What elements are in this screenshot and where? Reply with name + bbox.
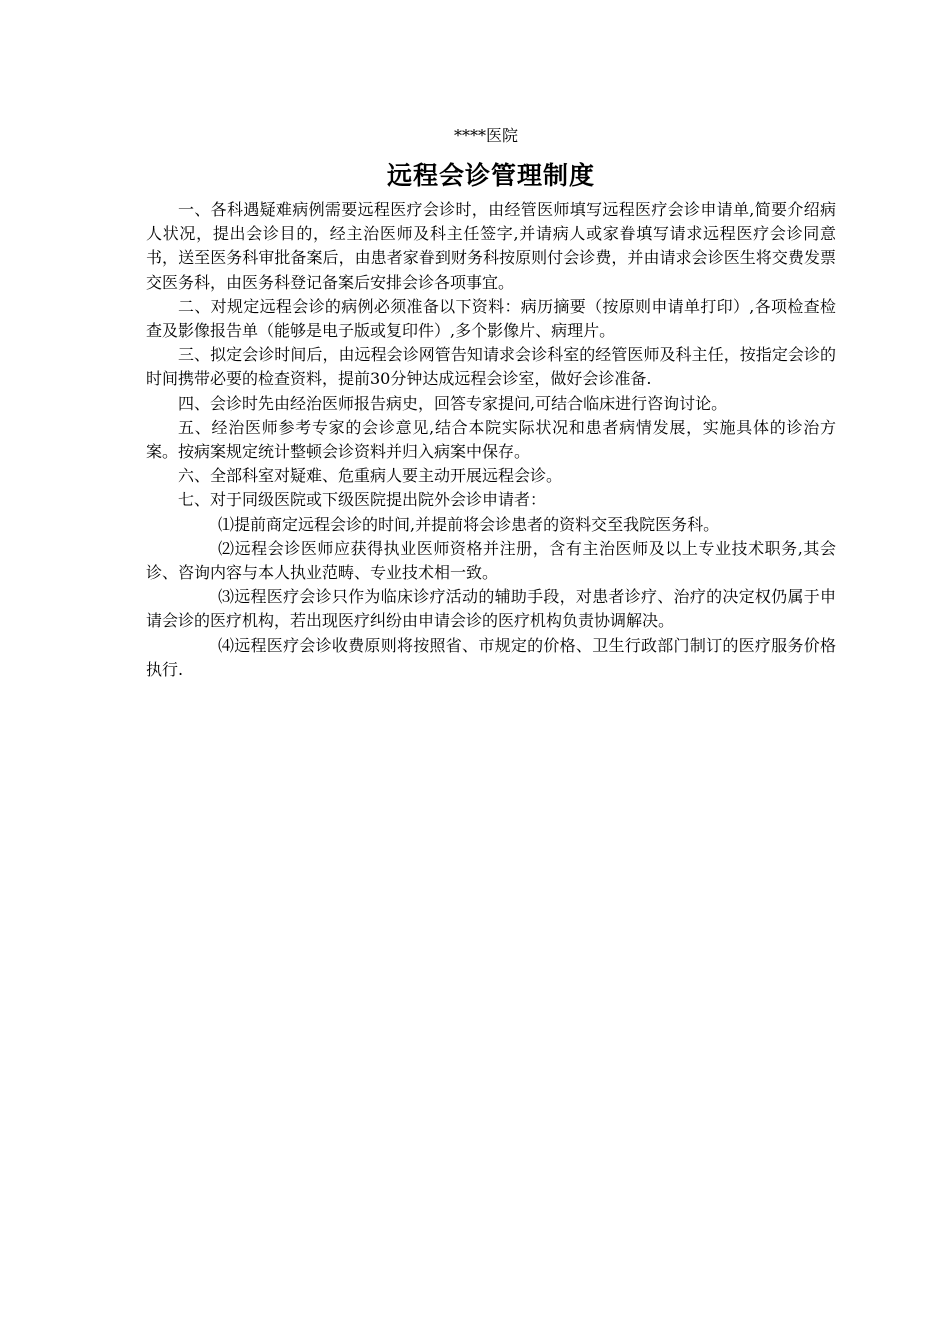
paragraph-6: 六、全部科室对疑难、危重病人要主动开展远程会诊。	[178, 466, 563, 486]
paragraph-2: 二、对规定远程会诊的病例必须准备以下资料：病历摘要（按原则申请单打印）,各项检查检查及影像报告单（能够是电子版或复印件）,多个影像片、病理片。	[146, 296, 836, 341]
document-body	[146, 124, 836, 682]
sub-item-3: ⑶远程医疗会诊只作为临床诊疗活动的辅助手段，对患者诊疗、治疗的决定权仍属于申请会诊的医疗机构，若出现医疗纠纷由申请会诊的医疗机构负责协调解决。	[146, 587, 836, 631]
sub-item-4: ⑷远程医疗会诊收费原则将按照省、市规定的价格、卫生行政部门制订的医疗服务价格执行.	[146, 635, 836, 679]
hospital-name: ****医院	[453, 126, 518, 145]
paragraph-1: 一、各科遇疑难病例需要远程医疗会诊时，由经管医师填写远程医疗会诊申请单,简要介绍病人状况，提出会诊目的，经主治医师及科主任签字,并请病人或家眷填写请求远程医疗会诊同意书，送至医务科审批备案后，由患者家眷到财务科按原则付会诊费，并由请求会诊医生将交费发票交医务科，由医务科登记备案后安排会诊各项事宜。	[146, 200, 836, 292]
paragraph-5: 五、经治医师参考专家的会诊意见,结合本院实际状况和患者病情发展，实施具体的诊治方案。按病案规定统计整顿会诊资料并归入病案中保存。	[146, 417, 836, 462]
page-title: 远程会诊管理制度	[386, 161, 595, 190]
sub-item-2: ⑵远程会诊医师应获得执业医师资格并注册，含有主治医师及以上专业技术职务,其会诊、咨询内容与本人执业范畴、专业技术相一致。	[146, 538, 836, 583]
paragraph-4: 四、会诊时先由经治医师报告病史，回答专家提问,可结合临床进行咨询讨论。	[178, 393, 728, 413]
sub-item-1: ⑴提前商定远程会诊的时间,并提前将会诊患者的资料交至我院医务科。	[218, 514, 720, 534]
paragraph-7: 七、对于同级医院或下级医院提出院外会诊申请者：	[178, 490, 547, 510]
paragraph-3: 三、拟定会诊时间后，由远程会诊网管告知请求会诊科室的经管医师及科主任，按指定会诊的时间携带必要的检查资料，提前30分钟达成远程会诊室，做好会诊准备.	[146, 345, 836, 389]
